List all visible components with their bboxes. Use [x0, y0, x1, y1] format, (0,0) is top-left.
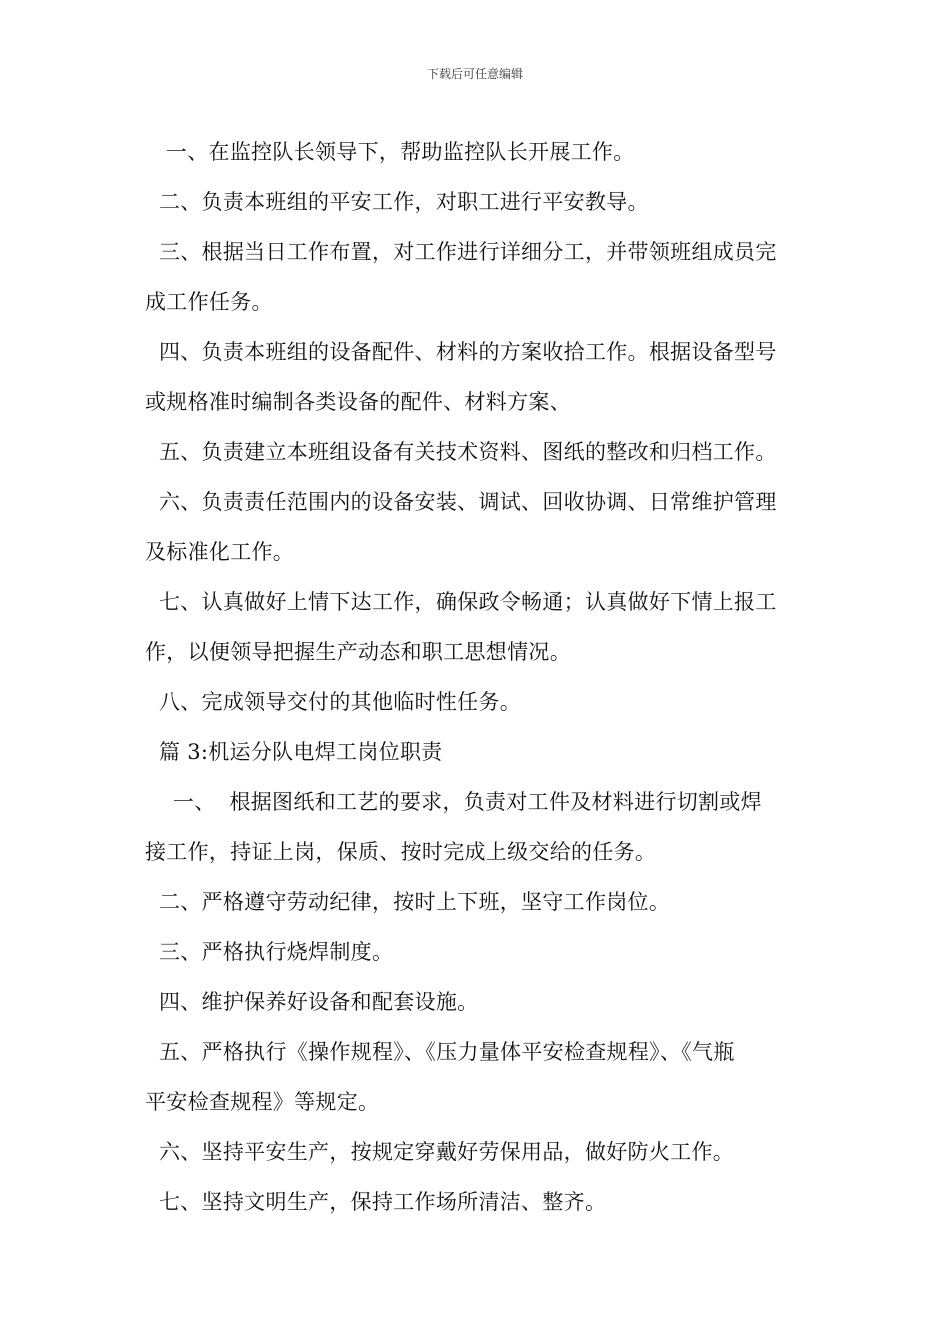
paragraph-line: 六、坚持平安生产，按规定穿戴好劳保用品，做好防火工作。 [145, 1140, 735, 1164]
paragraph-line: 七、坚持文明生产，保持工作场所清洁、整齐。 [145, 1190, 607, 1214]
paragraph-line: 及标准化工作。 [145, 540, 295, 564]
paragraph-line: 三、严格执行烧焊制度。 [145, 940, 394, 964]
paragraph-line: 接工作，持证上岗，保质、按时完成上级交给的任务。 [145, 840, 657, 864]
section-heading: 篇 3:机运分队电焊工岗位职责 [145, 740, 443, 764]
paragraph-line: 二、负责本班组的平安工作，对职工进行平安教导。 [145, 190, 649, 214]
paragraph-line: 三、根据当日工作布置，对工作进行详细分工，并带领班组成员完 [145, 240, 777, 264]
paragraph-line: 五、严格执行《操作规程》、《压力量体平安检查规程》、《气瓶 [145, 1040, 735, 1064]
paragraph-line: 一、 根据图纸和工艺的要求，负责对工件及材料进行切割或焊 [145, 790, 762, 814]
paragraph-line: 四、负责本班组的设备配件、材料的方案收拾工作。根据设备型号 [145, 340, 777, 364]
paragraph-line: 成工作任务。 [145, 290, 273, 314]
paragraph-line: 二、严格遵守劳动纪律，按时上下班，坚守工作岗位。 [145, 890, 671, 914]
paragraph-line: 七、认真做好上情下达工作，确保政令畅通；认真做好下情上报工 [145, 590, 777, 614]
paragraph-line: 四、维护保养好设备和配套设施。 [145, 990, 479, 1014]
paragraph-line: 或规格准时编制各类设备的配件、材料方案、 [145, 390, 571, 414]
paragraph-line: 八、完成领导交付的其他临时性任务。 [145, 690, 522, 714]
paragraph-line: 一、在监控队长领导下，帮助监控队长开展工作。 [145, 140, 635, 164]
paragraph-line: 平安检查规程》等规定。 [145, 1090, 380, 1114]
paragraph-line: 五、负责建立本班组设备有关技术资料、图纸的整改和归档工作。 [145, 440, 777, 464]
paragraph-line: 六、负责责任范围内的设备安装、调试、回收协调、日常维护管理 [145, 490, 777, 514]
paragraph-line: 作，以便领导把握生产动态和职工思想情况。 [145, 640, 571, 664]
page-header-note: 下载后可任意编辑 [426, 67, 523, 81]
document-body [145, 127, 815, 1227]
